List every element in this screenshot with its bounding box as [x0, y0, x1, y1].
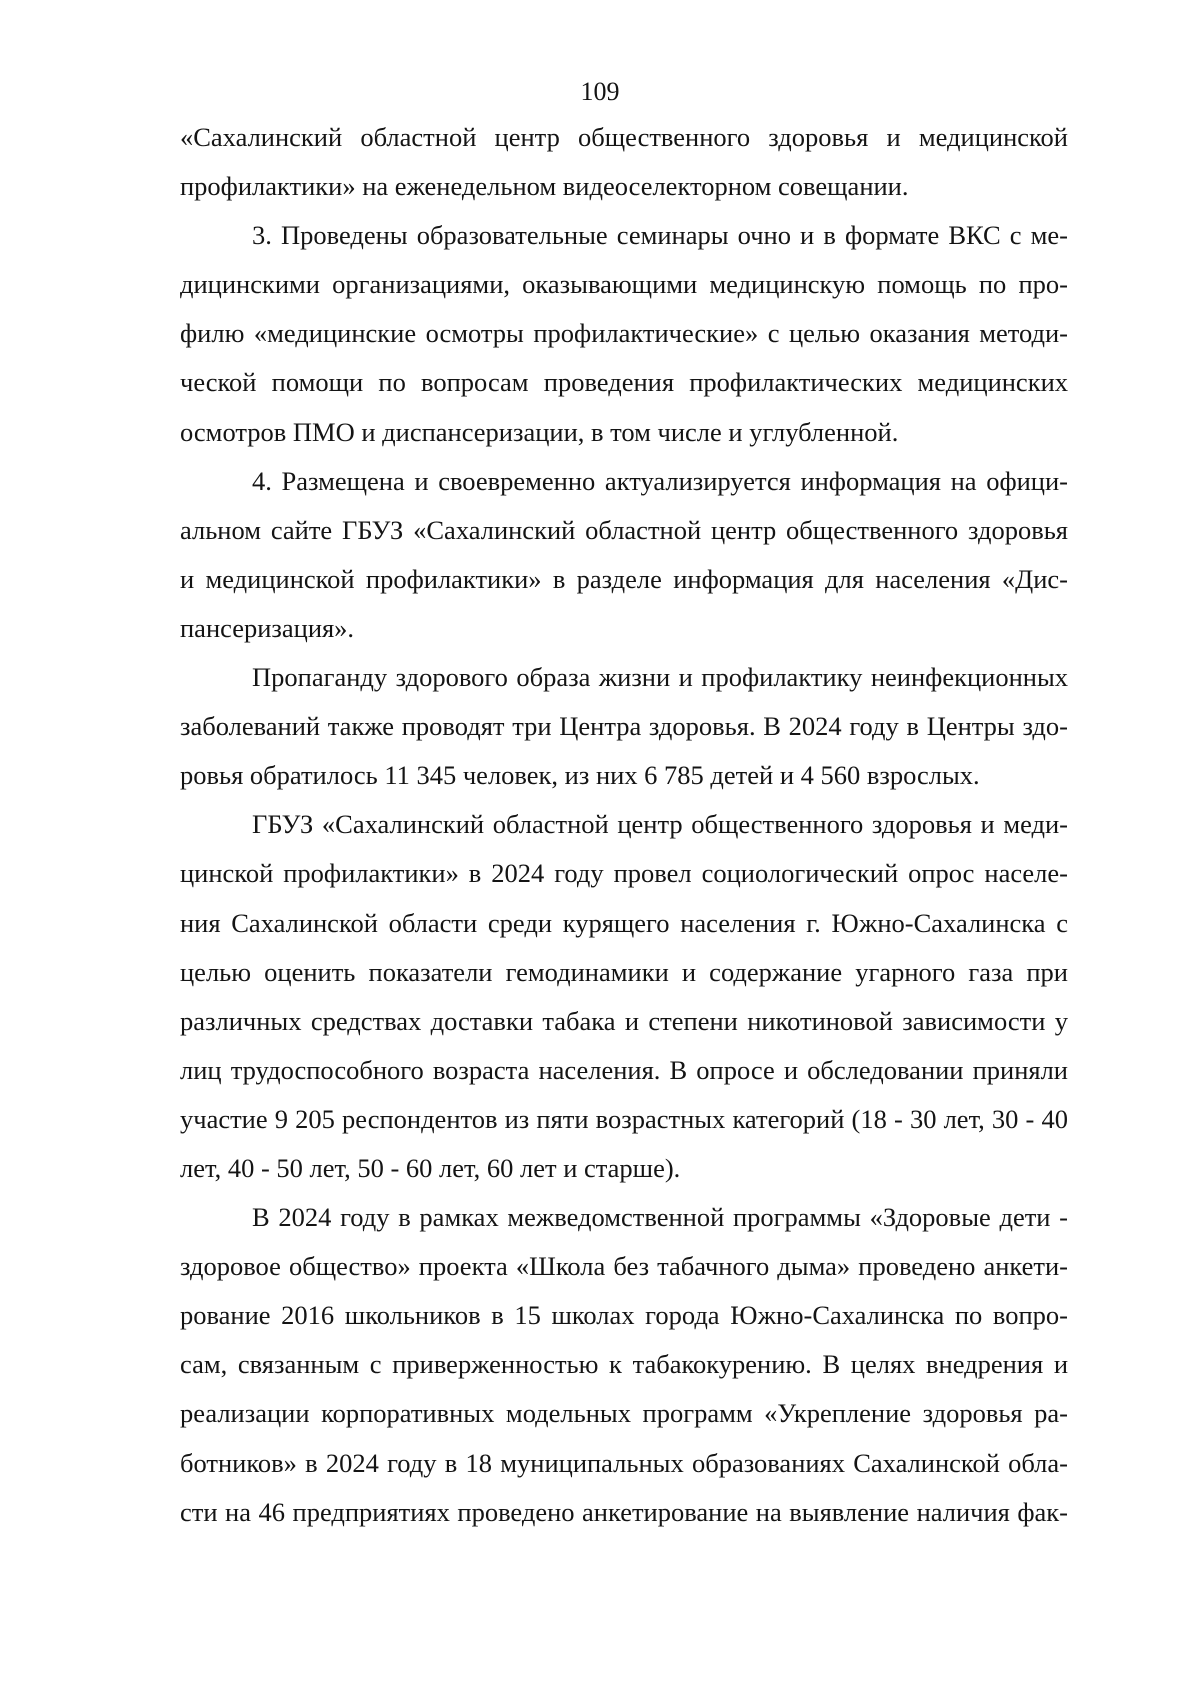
text-line: В 2024 году в рамках межведомственной программы «Здоровые дети -	[252, 1202, 1068, 1233]
text-line: реализации корпоративных модельных программ «Укрепление здоровья ра-	[180, 1398, 1068, 1429]
text-line: 4. Размещена и своевременно актуализируется информация на офици-	[252, 465, 1068, 496]
text-line: различных средствах доставки табака и степени никотиновой зависимости у	[180, 1005, 1068, 1036]
text-line: ГБУЗ «Сахалинский областной центр общественного здоровья и меди-	[252, 809, 1068, 840]
text-line: профилактики» на еженедельном видеоселекторном совещании.	[180, 171, 909, 202]
body-text	[180, 113, 1068, 1537]
text-line: заболеваний также проводят три Центра здоровья. В 2024 году в Центры здо-	[180, 711, 1068, 742]
text-line: сам, связанным с приверженностью к табакокурению. В целях внедрения и	[180, 1349, 1068, 1380]
text-line: лиц трудоспособного возраста населения. В опросе и обследовании приняли	[180, 1054, 1068, 1085]
text-line: пансеризация».	[180, 612, 355, 643]
text-line: участие 9 205 респондентов из пяти возрастных категорий (18 - 30 лет, 30 - 40	[180, 1103, 1068, 1134]
text-line: целью оценить показатели гемодинамики и содержание угарного газа при	[180, 956, 1068, 987]
page-number: 109	[580, 77, 620, 106]
text-line: ния Сахалинской области среди курящего населения г. Южно-Сахалинска с	[180, 907, 1068, 938]
text-line: «Сахалинский областной центр общественного здоровья и медицинской	[180, 122, 1068, 152]
text-line: ботников» в 2024 году в 18 муниципальных образованиях Сахалинской обла-	[180, 1447, 1068, 1478]
text-line: сти на 46 предприятиях проведено анкетирование на выявление наличия фак-	[180, 1496, 1068, 1527]
text-line: рование 2016 школьников в 15 школах города Южно-Сахалинска по вопро-	[180, 1300, 1068, 1331]
text-line: альном сайте ГБУЗ «Сахалинский областной центр общественного здоровья	[180, 514, 1068, 545]
text-line: ческой помощи по вопросам проведения профилактических медицинских	[180, 367, 1068, 398]
text-line: дицинскими организациями, оказывающими медицинскую помощь по про-	[180, 269, 1068, 300]
text-line: 3. Проведены образовательные семинары очно и в формате ВКС с ме-	[252, 220, 1068, 251]
text-line: филю «медицинские осмотры профилактические» с целью оказания методи-	[180, 318, 1068, 349]
text-line: осмотров ПМО и диспансеризации, в том числе и углубленной.	[180, 416, 899, 447]
text-line: цинской профилактики» в 2024 году провел социологический опрос населе-	[180, 858, 1068, 889]
text-line: ровья обратилось 11 345 человек, из них 6 785 детей и 4 560 взрослых.	[180, 760, 980, 791]
text-line: Пропаганду здорового образа жизни и профилактику неинфекционных	[252, 662, 1068, 693]
text-line: и медицинской профилактики» в разделе информация для населения «Дис-	[180, 563, 1068, 594]
text-line: лет, 40 - 50 лет, 50 - 60 лет, 60 лет и старше).	[180, 1152, 681, 1183]
text-line: здоровое общество» проекта «Школа без табачного дыма» проведено анкети-	[180, 1251, 1068, 1282]
